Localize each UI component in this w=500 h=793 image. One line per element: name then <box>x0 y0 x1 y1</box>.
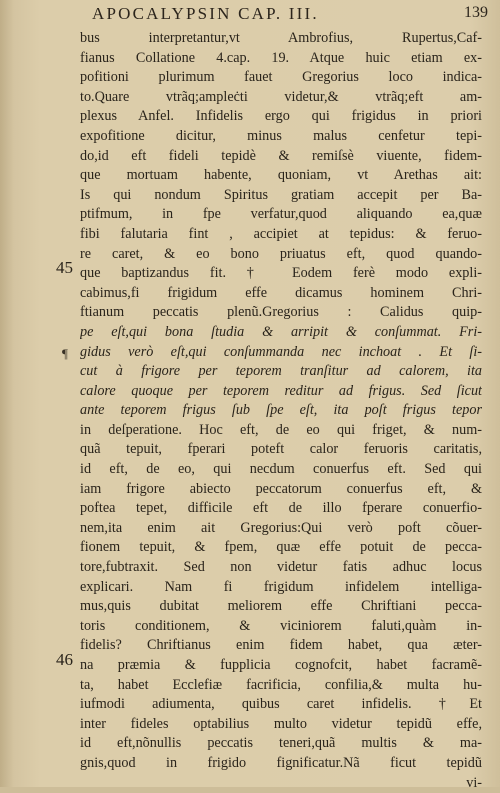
text-line: expofitione dicitur, minus malus cenfetur tepi- <box>80 127 482 144</box>
text-line: iufmodi adiumenta, quibus caret infidelis. †Et <box>80 696 482 713</box>
text-line: gnis,quod in frigido fignificatur.Nã ficut tepidũ <box>80 754 482 771</box>
text-line: fionem tepuit, & fpem, quæ effe potuit de pecca- <box>80 539 482 556</box>
text-line: ptifmum, in fpe verfatur,quod aliquando ea,quæ <box>80 206 482 223</box>
text-line: bus interpretantur,vt Ambrofius, Rupertus,Caf- <box>80 30 482 46</box>
text-line: na præmia & fupplicia cognofcit, habet facramẽ- <box>80 657 482 673</box>
text-line: cabimus,fi frigidum effe dicamus hominem Chri- <box>80 284 482 301</box>
text-line: nem,ita enim ait Gregorius:Qui verò poft cõuer- <box>80 519 482 536</box>
text-line: fibi falutaria fint , accipiet at tepidus: & feruo- <box>80 225 482 242</box>
text-line: tore,fubtraxit. Sed non videtur fatis adhuc locus <box>80 559 482 576</box>
text-line-italic: gidus verò eſt,qui conſummanda nec inchoat . Et ſi- <box>80 343 482 360</box>
text-block <box>80 29 482 793</box>
text-line: iam frigore abiecto peccatorum conuerfus eft, & <box>80 480 482 497</box>
margin-number-46: 46 <box>56 650 73 669</box>
text-line: id eft, de eo, qui necdum conuerfus eft. Sed qui <box>80 461 482 478</box>
text-line: inter fideles optabilius multo videtur tepidũ effe, <box>80 715 482 732</box>
text-line-italic: ante teporem frigus ſub ſpe eſt, ita poſt frigus tepor <box>80 402 482 419</box>
text-line: que mortuam habente, quoniam, vt Arethas ait: <box>80 167 482 184</box>
text-line: que baptizandus fit. † Eodem ferè modo expli- <box>80 265 482 282</box>
text-line: mus,quis dubitat meliorem effe Chriftiani pecca- <box>80 598 482 615</box>
text-line: fidelis? Chriftianus enim fidem habet, qua æter- <box>80 637 482 654</box>
margin-mark: ¶ <box>62 346 68 361</box>
text-line: explicari. Nam fi frigidum infidelem intelliga- <box>80 578 482 595</box>
margin-number-45: 45 <box>56 258 73 277</box>
text-line: pofitioni plurimum fauet Gregorius loco indica- <box>80 69 482 86</box>
text-line: id eft,nõnullis peccatis teneri,quã multis & ma- <box>80 735 482 752</box>
text-line: re caret, & eo bono priuatus eft, quod quando- <box>80 245 482 262</box>
text-line: poftea tepet, difficile eft de illo fperare conuerfio- <box>80 500 482 517</box>
catchword: vi- <box>466 774 482 791</box>
text-line-italic: cut à frigore per teporem tranſitur ad calorem, ita <box>80 363 482 380</box>
text-line: fianus Collatione 4.cap. 19. Atque huic etiam ex- <box>80 49 482 66</box>
text-line: ftianum peccatis plenũ.Gregorius : Calidus quip- <box>80 304 482 321</box>
page-number: 139 <box>464 4 488 21</box>
text-line: plexus Anfel. Infidelis ergo qui frigidus in priori <box>80 108 482 125</box>
running-title: APOCALYPSIN CAP. III. <box>92 4 319 23</box>
text-line-italic: pe eſt,qui bona ſtudia & arripit & conſummat. Fri- <box>80 323 482 340</box>
text-line: toris conditionem, & viciniorem faluti,quàm in- <box>80 617 482 634</box>
text-line: quã tepuit, fperari poteft calor feruoris caritatis, <box>80 441 482 458</box>
text-line: to.Quare vtrãq;ampleċti videtur,& vtrãq;eft am- <box>80 88 482 105</box>
text-line: in deſperatione. Hoc eft, de eo qui friget, & num- <box>80 421 482 438</box>
text-line-italic: calore quoque per teporem reditur ad frigus. Sed ſicut <box>80 382 482 399</box>
text-line: Is qui nondum Spiritus gratiam accepit per Ba- <box>80 186 482 203</box>
text-line: ta, habet Ecclefiæ facrificia, confilia,& multa hu- <box>80 676 482 693</box>
running-head <box>78 4 488 30</box>
text-line: do,id eft fideli tepidè & remiſsè viuente, fidem- <box>80 147 482 164</box>
